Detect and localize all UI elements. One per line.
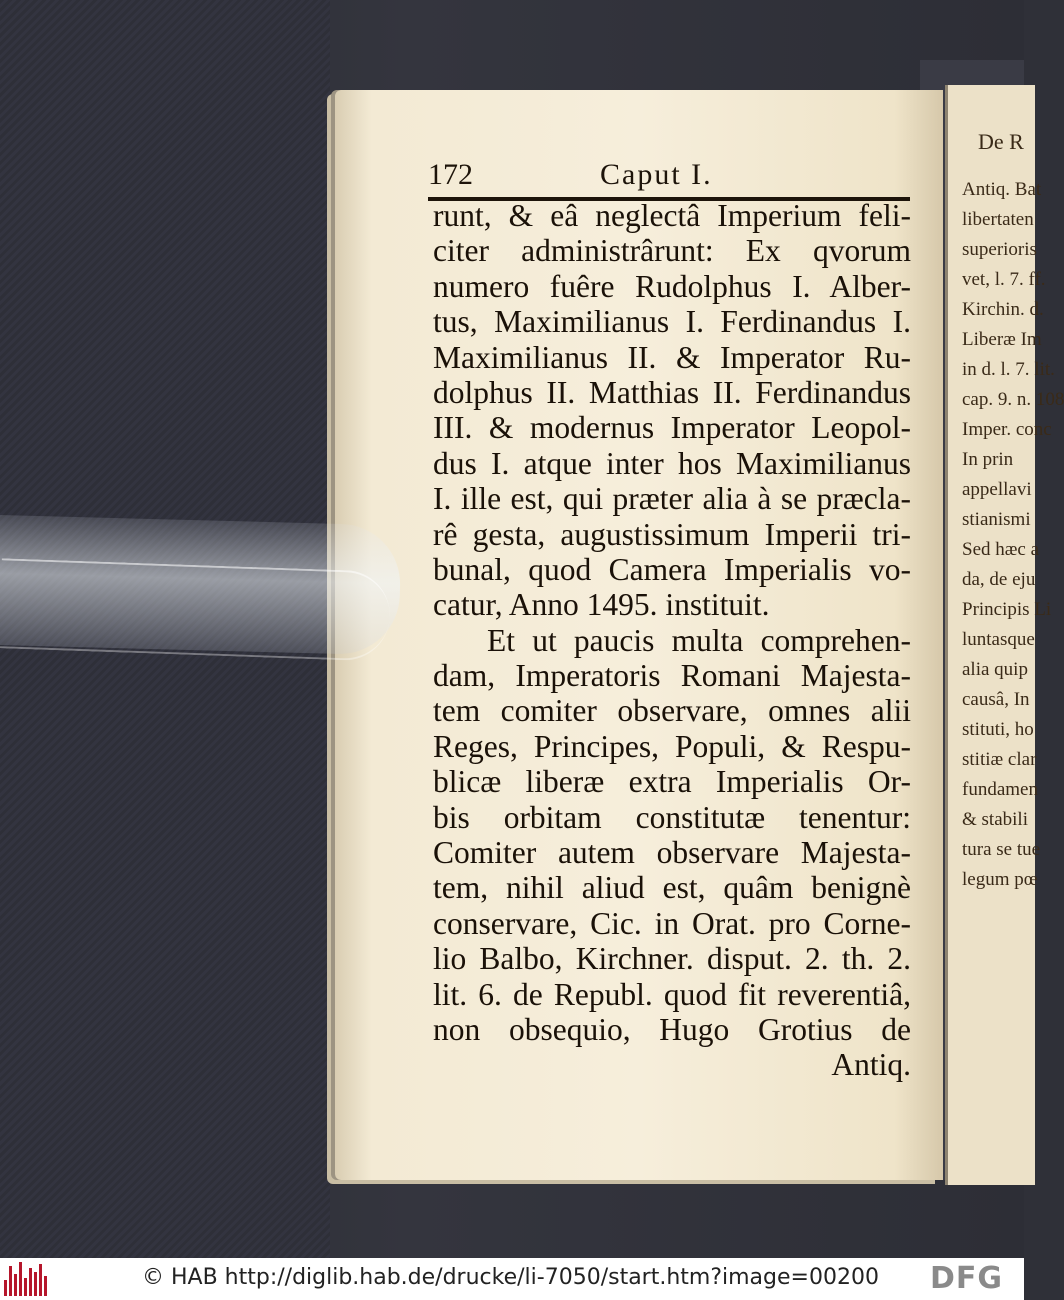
right-page-line: stitiæ clar <box>962 749 1037 770</box>
text-line: numero fuêre Rudolphus I. Alber- <box>433 268 911 304</box>
text-line: dolphus II. Matthias II. Ferdinandus <box>433 374 911 410</box>
right-page-line: fundamen <box>962 779 1038 800</box>
text-line: conservare, Cic. in Orat. pro Corne- <box>433 905 911 941</box>
right-page-line: In prin <box>962 449 1014 470</box>
text-line: rê gesta, augustissimum Imperii tri- <box>433 516 911 552</box>
right-page-line: Sed hæc a <box>962 539 1040 560</box>
text-line: lio Balbo, Kirchner. disput. 2. th. 2. <box>433 941 911 977</box>
right-page-line: Principis Li <box>962 599 1052 620</box>
text-line: tus, Maximilianus I. Ferdinandus I. <box>433 304 911 340</box>
right-page-running-head: De R <box>978 129 1024 154</box>
text-line: bis orbitam constitutæ tenentur: <box>433 799 911 835</box>
text-line: tem, nihil aliud est, quâm benignè <box>433 870 911 906</box>
hab-logo-icon <box>4 1262 48 1296</box>
text-line: non obsequio, Hugo Grotius de <box>433 1011 911 1047</box>
right-page-line: in d. l. 7. lit. <box>962 359 1055 380</box>
footer-bar <box>0 1258 1024 1300</box>
right-page-line: Kirchin. d. <box>962 299 1044 320</box>
right-page-line: stituti, ho <box>962 719 1034 740</box>
right-page-line: alia quip <box>962 659 1028 680</box>
text-line: Comiter autem observare Majesta- <box>433 835 911 871</box>
text-line: dam, Imperatoris Romani Majesta- <box>433 658 911 694</box>
text-line: runt, & eâ neglectâ Imperium feli- <box>433 198 911 233</box>
text-line: Antiq. <box>831 1047 911 1083</box>
text-line: citer administrârunt: Ex qvorum <box>433 233 911 269</box>
right-page-line: & stabili <box>962 809 1028 830</box>
right-page-line: superioris <box>962 239 1037 260</box>
right-page-line: tura se tue <box>962 839 1041 860</box>
page-number: 172 <box>428 158 473 191</box>
text-line: dus I. atque inter hos Maximilianus <box>433 445 911 481</box>
text-line: catur, Anno 1495. instituit. <box>433 587 770 623</box>
right-page-line: da, de eju <box>962 569 1036 590</box>
right-page-line: libertaten <box>962 209 1034 230</box>
text-line: blicæ liberæ extra Imperialis Or- <box>433 764 911 800</box>
text-line: III. & modernus Imperator Leopol- <box>433 410 911 446</box>
right-page-line: cap. 9. n. 108 <box>962 389 1064 410</box>
right-page-line: causâ, In <box>962 689 1030 710</box>
right-page-fragment <box>945 85 1064 1185</box>
right-page-line: luntasque <box>962 629 1035 650</box>
text-line: bunal, quod Camera Imperialis vo- <box>433 551 911 587</box>
right-page-line: Antiq. Bat <box>962 179 1042 200</box>
right-page-line: Imper. conc <box>962 419 1052 440</box>
right-page-line: appellavi <box>962 479 1032 500</box>
page-text <box>433 198 911 1083</box>
text-line: I. ille est, qui præter alia à se præcla- <box>433 481 911 517</box>
text-line: tem comiter observare, omnes alii <box>433 693 911 729</box>
dfg-logo: DFG <box>930 1261 1004 1296</box>
text-line: Maximilianus II. & Imperator Ru- <box>433 339 911 375</box>
text-line: Et ut paucis multa comprehen- <box>487 622 911 658</box>
text-line: Reges, Principes, Populi, & Respu- <box>433 728 911 764</box>
right-page-lines <box>948 175 1064 895</box>
right-page-line: vet, l. 7. ff. <box>962 269 1046 290</box>
glass-holder-edge <box>0 558 391 662</box>
text-line: lit. 6. de Republ. quod fit reverentiâ, <box>433 976 911 1012</box>
running-head: Caput I. <box>600 158 713 191</box>
right-page-line: Liberæ Im <box>962 329 1042 350</box>
right-page-line: stianismi <box>962 509 1031 530</box>
source-url[interactable]: © HAB http://diglib.hab.de/drucke/li-7050/start.htm?image=00200 <box>142 1265 879 1290</box>
right-page-line: legum pœ <box>962 869 1038 890</box>
